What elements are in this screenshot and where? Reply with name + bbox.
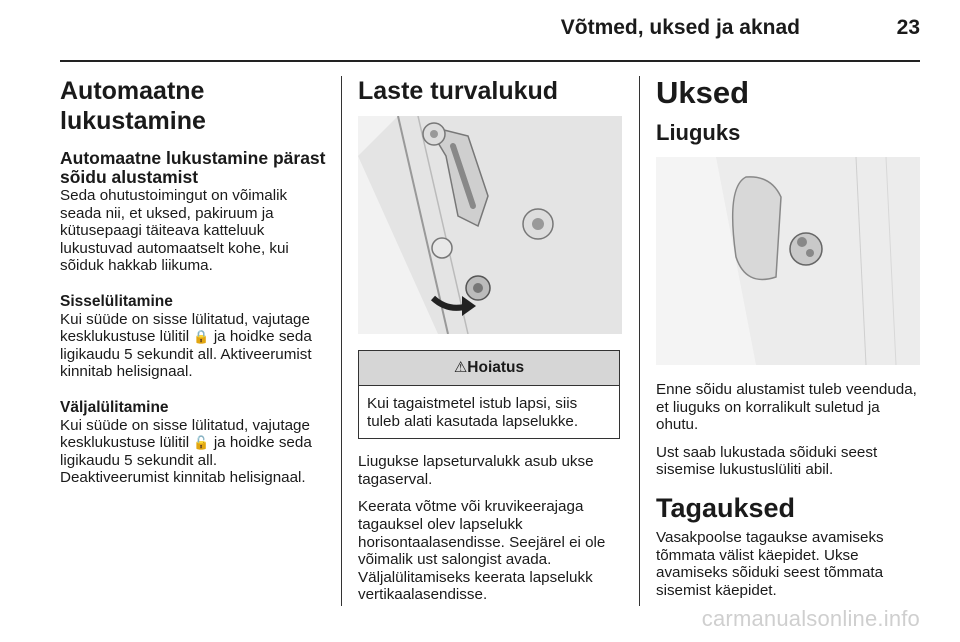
section-title-auto-locking: Automaatne lukustamine: [60, 77, 206, 135]
unlock-icon: 🔓: [193, 435, 210, 451]
deactivation-text-a: Kui süüde on sisse lülitatud, vajutage kesklukustuse lülitil: [60, 416, 310, 452]
sliding-door-illustration: [656, 157, 920, 365]
warning-text: Kui tagaistmetel istub lapsi, siis tuleb alati kasutada lapselukke.: [367, 395, 579, 430]
warning-box: [358, 350, 620, 439]
column-divider-1: [341, 76, 342, 606]
paragraph-sliding-door-child-lock: Liugukse lapseturvalukk asub ukse tagaserval.: [358, 453, 594, 488]
subheading-sliding-door: Liuguks: [656, 120, 741, 145]
section-title-child-locks: Laste turvalukud: [358, 77, 559, 105]
warning-header: [359, 351, 619, 386]
paragraph-check-sliding-door: Enne sõidu alustamist tuleb veenduda, et liuguks on korralikult suletud ja ohutu.: [656, 381, 917, 434]
column-automatic-locking: [60, 76, 330, 497]
activation-text-b: ja hoidke seda ligikaudu 5 sekundit all. Aktiveerumist kinnitab helisignaal.: [60, 328, 312, 381]
paragraph-auto-locking-intro: Seda ohutustoimingut on võimalik seada nii, et uksed, pakiruum ja kütusepaagi täiteava katteluuk lukustuvad automaatselt kohe, kui sõiduk hakkab liikuma.: [60, 187, 289, 275]
paragraph-deactivation-signal: Deaktiveerumist kinnitab helisignaal.: [60, 469, 306, 487]
section-title-doors: Uksed: [656, 75, 750, 110]
child-lock-illustration: [358, 116, 622, 334]
column-divider-2: [639, 76, 640, 606]
column-child-locks: [358, 76, 622, 614]
warning-triangle-icon: ⚠: [453, 359, 468, 376]
activation-text-a: Kui süüde on sisse lülitatud, vajutage kesklukustuse lülitil: [60, 310, 310, 346]
subheading-deactivation: Väljalülitamine: [60, 398, 169, 416]
section-title-rear-doors: Tagauksed: [656, 492, 796, 523]
child-lock-drawing: [358, 116, 622, 334]
deactivation-text-b: ja hoidke seda ligikaudu 5 sekundit all.: [60, 434, 312, 469]
paragraph-rear-door-opening: Vasakpoolse tagaukse avamiseks tõmmata välist käepidet. Ukse avamiseks sõiduki seest tõmmata sisemist käepidet.: [656, 528, 884, 599]
subheading-auto-locking-after-start: Automaatne lukustamine pärast sõidu alustamist: [60, 148, 326, 187]
warning-title: Hoiatus: [467, 359, 525, 376]
header-rule: [60, 60, 920, 62]
paragraph-turn-lock-horizontal: Keerata võtme või kruvikeerajaga tagauksel olev lapselukk horisontaalasendisse. Seejärel ei ole võimalik ust salongist avada.: [358, 498, 606, 569]
paragraph-deactivation: [60, 417, 330, 470]
column-doors: [656, 76, 920, 609]
sliding-door-drawing: [656, 157, 920, 365]
watermark: carmanualsonline.info: [701, 606, 920, 631]
paragraph-turn-lock-vertical: Väljalülitamiseks keerata lapselukk vertikaalasendisse.: [358, 568, 593, 604]
lock-icon: 🔒: [193, 329, 210, 345]
subheading-activation: Sisselülitamine: [60, 292, 173, 310]
page-number: 23: [896, 16, 920, 39]
page-header-title: Võtmed, uksed ja aknad: [560, 16, 800, 39]
paragraph-lock-from-inside: Ust saab lukustada sõiduki seest sisemise lukustuslüliti abil.: [656, 443, 878, 479]
paragraph-activation: [60, 311, 330, 381]
